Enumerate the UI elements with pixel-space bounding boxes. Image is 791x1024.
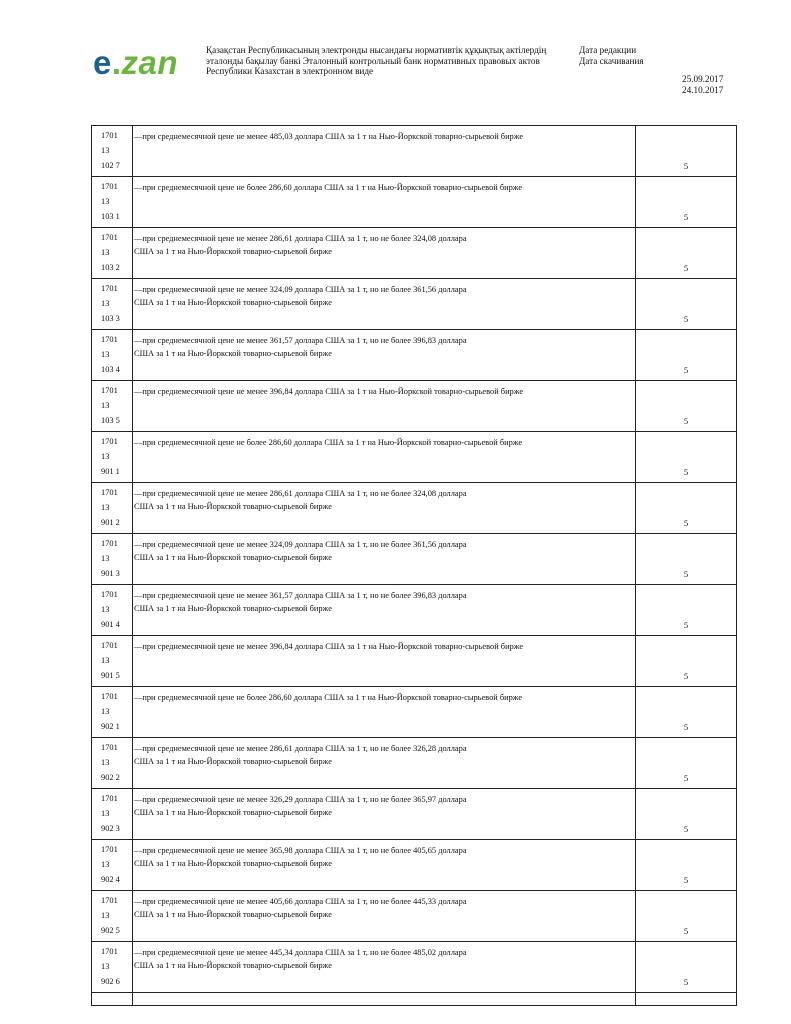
code-part-3: 901 1 — [101, 467, 120, 476]
header-dates — [682, 74, 723, 96]
code-part-1: 1701 — [101, 947, 118, 956]
description-line-2: США за 1 т на Нью-Йоркской товарно-сырьевой бирже — [134, 757, 332, 766]
commodity-code-cell — [92, 687, 133, 738]
code-part-1: 1701 — [101, 182, 118, 191]
description-line-1: ––при среднемесячной цене не менее 365,98 доллара США за 1 т, но не более 405,65 доллара — [134, 846, 467, 855]
code-part-1: 1701 — [101, 488, 118, 497]
description-line-1: ––при среднемесячной цене не менее 286,61 доллара США за 1 т, но не более 326,28 доллара — [134, 744, 467, 753]
code-part-3: 102 7 — [101, 161, 120, 170]
description-line-1: ––при среднемесячной цене не менее 361,57 доллара США за 1 т, но не более 396,83 доллара — [134, 336, 467, 345]
duty-rate-cell: 5 — [636, 891, 737, 942]
commodity-code-cell — [92, 636, 133, 687]
commodity-code-cell — [92, 840, 133, 891]
code-part-1: 1701 — [101, 437, 118, 446]
description-line-1: ––при среднемесячной цене не менее 324,09 доллара США за 1 т, но не более 361,56 доллара — [134, 285, 467, 294]
table-row — [92, 228, 737, 279]
description-cell — [133, 279, 636, 330]
description-line-1: ––при среднемесячной цене не более 286,60 доллара США за 1 т на Нью-Йоркской товарно-сырьевой бирже — [134, 183, 523, 192]
duty-rate-cell: 5 — [636, 534, 737, 585]
code-part-3: 103 3 — [101, 314, 120, 323]
table-row — [92, 381, 737, 432]
description-line-2: США за 1 т на Нью-Йоркской товарно-сырьевой бирже — [134, 298, 332, 307]
commodity-code-cell — [92, 432, 133, 483]
table-row — [92, 126, 737, 177]
code-part-1: 1701 — [101, 896, 118, 905]
description-line-2: США за 1 т на Нью-Йоркской товарно-сырьевой бирже — [134, 247, 332, 256]
description-line-1: ––при среднемесячной цене не менее 396,84 доллара США за 1 т на Нью-Йоркской товарно-сырьевой бирже — [134, 642, 524, 651]
duty-rate-cell: 5 — [636, 585, 737, 636]
table-row — [92, 891, 737, 942]
code-part-2: 13 — [101, 758, 110, 767]
code-part-2: 13 — [101, 605, 110, 614]
duty-rate-cell: 5 — [636, 432, 737, 483]
code-part-2: 13 — [101, 503, 110, 512]
description-cell — [133, 483, 636, 534]
code-part-2: 13 — [101, 707, 110, 716]
description-line-2: США за 1 т на Нью-Йоркской товарно-сырьевой бирже — [134, 859, 332, 868]
description-line-2: США за 1 т на Нью-Йоркской товарно-сырьевой бирже — [134, 604, 332, 613]
code-part-2: 13 — [101, 656, 110, 665]
logo-dot: . — [111, 44, 122, 81]
empty-table-row — [92, 993, 737, 1006]
description-cell — [133, 840, 636, 891]
code-part-3: 103 5 — [101, 416, 120, 425]
logo-zan: zan — [121, 44, 179, 81]
code-part-3: 103 2 — [101, 263, 120, 272]
duty-rate-cell: 5 — [636, 177, 737, 228]
duty-rate-cell: 5 — [636, 789, 737, 840]
commodity-code-cell — [92, 483, 133, 534]
code-part-2: 13 — [101, 197, 110, 206]
header-labels — [579, 45, 644, 67]
commodity-code-cell — [92, 585, 133, 636]
code-part-3: 901 2 — [101, 518, 120, 527]
code-part-1: 1701 — [101, 284, 118, 293]
description-line-1: ––при среднемесячной цене не менее 361,57 доллара США за 1 т, но не более 396,83 доллара — [134, 591, 467, 600]
code-part-1: 1701 — [101, 335, 118, 344]
commodity-code-cell — [92, 330, 133, 381]
code-part-3: 902 3 — [101, 824, 120, 833]
commodity-code-cell — [92, 126, 133, 177]
description-line-2: США за 1 т на Нью-Йоркской товарно-сырьевой бирже — [134, 910, 332, 919]
duty-rate-cell: 5 — [636, 228, 737, 279]
description-cell — [133, 891, 636, 942]
commodity-code-cell — [92, 789, 133, 840]
commodity-code-cell — [92, 942, 133, 993]
description-cell — [133, 789, 636, 840]
table-row — [92, 483, 737, 534]
description-cell — [133, 126, 636, 177]
code-part-1: 1701 — [101, 743, 118, 752]
code-part-2: 13 — [101, 350, 110, 359]
description-cell — [133, 942, 636, 993]
code-part-2: 13 — [101, 860, 110, 869]
table-row — [92, 840, 737, 891]
code-part-1: 1701 — [101, 692, 118, 701]
code-part-3: 901 5 — [101, 671, 120, 680]
code-part-3: 901 3 — [101, 569, 120, 578]
duty-rate-cell: 5 — [636, 942, 737, 993]
description-cell — [133, 381, 636, 432]
tariff-table — [91, 125, 737, 1006]
commodity-code-cell — [92, 228, 133, 279]
description-cell — [133, 432, 636, 483]
description-line-1: ––при среднемесячной цене не более 286,60 доллара США за 1 т на Нью-Йоркской товарно-сырьевой бирже — [134, 693, 523, 702]
table-row — [92, 585, 737, 636]
code-part-3: 902 4 — [101, 875, 120, 884]
description-cell — [133, 687, 636, 738]
code-part-3: 901 4 — [101, 620, 120, 629]
description-line-2: США за 1 т на Нью-Йоркской товарно-сырьевой бирже — [134, 502, 332, 511]
description-cell — [133, 534, 636, 585]
code-part-2: 13 — [101, 452, 110, 461]
code-part-3: 103 4 — [101, 365, 120, 374]
code-part-1: 1701 — [101, 233, 118, 242]
tariff-table-body — [92, 126, 737, 1006]
description-cell — [133, 330, 636, 381]
duty-rate-cell: 5 — [636, 687, 737, 738]
duty-rate-cell: 5 — [636, 483, 737, 534]
code-part-2: 13 — [101, 248, 110, 257]
table-row — [92, 942, 737, 993]
duty-rate-cell: 5 — [636, 738, 737, 789]
description-line-1: ––при среднемесячной цене не менее 396,84 доллара США за 1 т на Нью-Йоркской товарно-сырьевой бирже — [134, 387, 524, 396]
ezan-logo — [93, 46, 178, 79]
code-part-2: 13 — [101, 911, 110, 920]
edition-date-value: 25.09.2017 — [682, 74, 724, 84]
table-row — [92, 279, 737, 330]
description-line-2: США за 1 т на Нью-Йоркской товарно-сырьевой бирже — [134, 808, 332, 817]
empty-cell — [636, 993, 737, 1006]
description-line-1: ––при среднемесячной цене не менее 445,34 доллара США за 1 т, но не более 485,02 доллара — [134, 948, 467, 957]
description-line-1: ––при среднемесячной цене не менее 286,61 доллара США за 1 т, но не более 324,08 доллара — [134, 489, 467, 498]
duty-rate-cell: 5 — [636, 126, 737, 177]
label-edition-date: Дата редакции — [579, 45, 637, 55]
duty-rate-cell: 5 — [636, 279, 737, 330]
code-part-1: 1701 — [101, 131, 118, 140]
description-line-1: ––при среднемесячной цене не менее 324,09 доллара США за 1 т, но не более 361,56 доллара — [134, 540, 467, 549]
duty-rate-cell: 5 — [636, 381, 737, 432]
description-cell — [133, 585, 636, 636]
table-row — [92, 534, 737, 585]
table-row — [92, 687, 737, 738]
empty-cell — [92, 993, 133, 1006]
code-part-1: 1701 — [101, 641, 118, 650]
code-part-2: 13 — [101, 401, 110, 410]
commodity-code-cell — [92, 177, 133, 228]
table-row — [92, 330, 737, 381]
code-part-3: 902 2 — [101, 773, 120, 782]
table-row — [92, 738, 737, 789]
code-part-2: 13 — [101, 146, 110, 155]
code-part-2: 13 — [101, 299, 110, 308]
duty-rate-cell: 5 — [636, 330, 737, 381]
code-part-2: 13 — [101, 809, 110, 818]
header-org-text: Қазақстан Республикасының электронды нысандағы нормативтік құқықтық актілердің эталонды бақылау банкі Эталонный контрольный банк нормативных правовых актов Республики Казахстан в электронном виде — [206, 45, 547, 76]
table-row — [92, 432, 737, 483]
description-line-1: ––при среднемесячной цене не менее 405,66 доллара США за 1 т, но не более 445,33 доллара — [134, 897, 467, 906]
logo-e: e — [93, 44, 112, 81]
code-part-2: 13 — [101, 554, 110, 563]
commodity-code-cell — [92, 381, 133, 432]
commodity-code-cell — [92, 279, 133, 330]
code-part-1: 1701 — [101, 386, 118, 395]
description-line-1: ––при среднемесячной цене не менее 326,29 доллара США за 1 т, но не более 365,97 доллара — [134, 795, 467, 804]
duty-rate-cell: 5 — [636, 636, 737, 687]
description-line-1: ––при среднемесячной цене не менее 485,03 доллара США за 1 т на Нью-Йоркской товарно-сырьевой бирже — [134, 132, 524, 141]
description-cell — [133, 738, 636, 789]
duty-rate-cell: 5 — [636, 840, 737, 891]
table-row — [92, 636, 737, 687]
description-line-2: США за 1 т на Нью-Йоркской товарно-сырьевой бирже — [134, 961, 332, 970]
empty-cell — [133, 993, 636, 1006]
description-line-1: ––при среднемесячной цене не более 286,60 доллара США за 1 т на Нью-Йоркской товарно-сырьевой бирже — [134, 438, 523, 447]
code-part-3: 902 6 — [101, 977, 120, 986]
code-part-1: 1701 — [101, 845, 118, 854]
description-line-2: США за 1 т на Нью-Йоркской товарно-сырьевой бирже — [134, 349, 332, 358]
commodity-code-cell — [92, 891, 133, 942]
commodity-code-cell — [92, 534, 133, 585]
table-row — [92, 789, 737, 840]
description-cell — [133, 636, 636, 687]
code-part-3: 902 1 — [101, 722, 120, 731]
description-line-2: США за 1 т на Нью-Йоркской товарно-сырьевой бирже — [134, 553, 332, 562]
download-date-value: 24.10.2017 — [682, 85, 724, 95]
code-part-1: 1701 — [101, 539, 118, 548]
table-row — [92, 177, 737, 228]
description-line-1: ––при среднемесячной цене не менее 286,61 доллара США за 1 т, но не более 324,08 доллара — [134, 234, 467, 243]
code-part-1: 1701 — [101, 590, 118, 599]
commodity-code-cell — [92, 738, 133, 789]
label-download-date: Дата скачивания — [579, 56, 644, 66]
description-cell — [133, 177, 636, 228]
description-cell — [133, 228, 636, 279]
code-part-3: 103 1 — [101, 212, 120, 221]
code-part-2: 13 — [101, 962, 110, 971]
code-part-3: 902 5 — [101, 926, 120, 935]
code-part-1: 1701 — [101, 794, 118, 803]
